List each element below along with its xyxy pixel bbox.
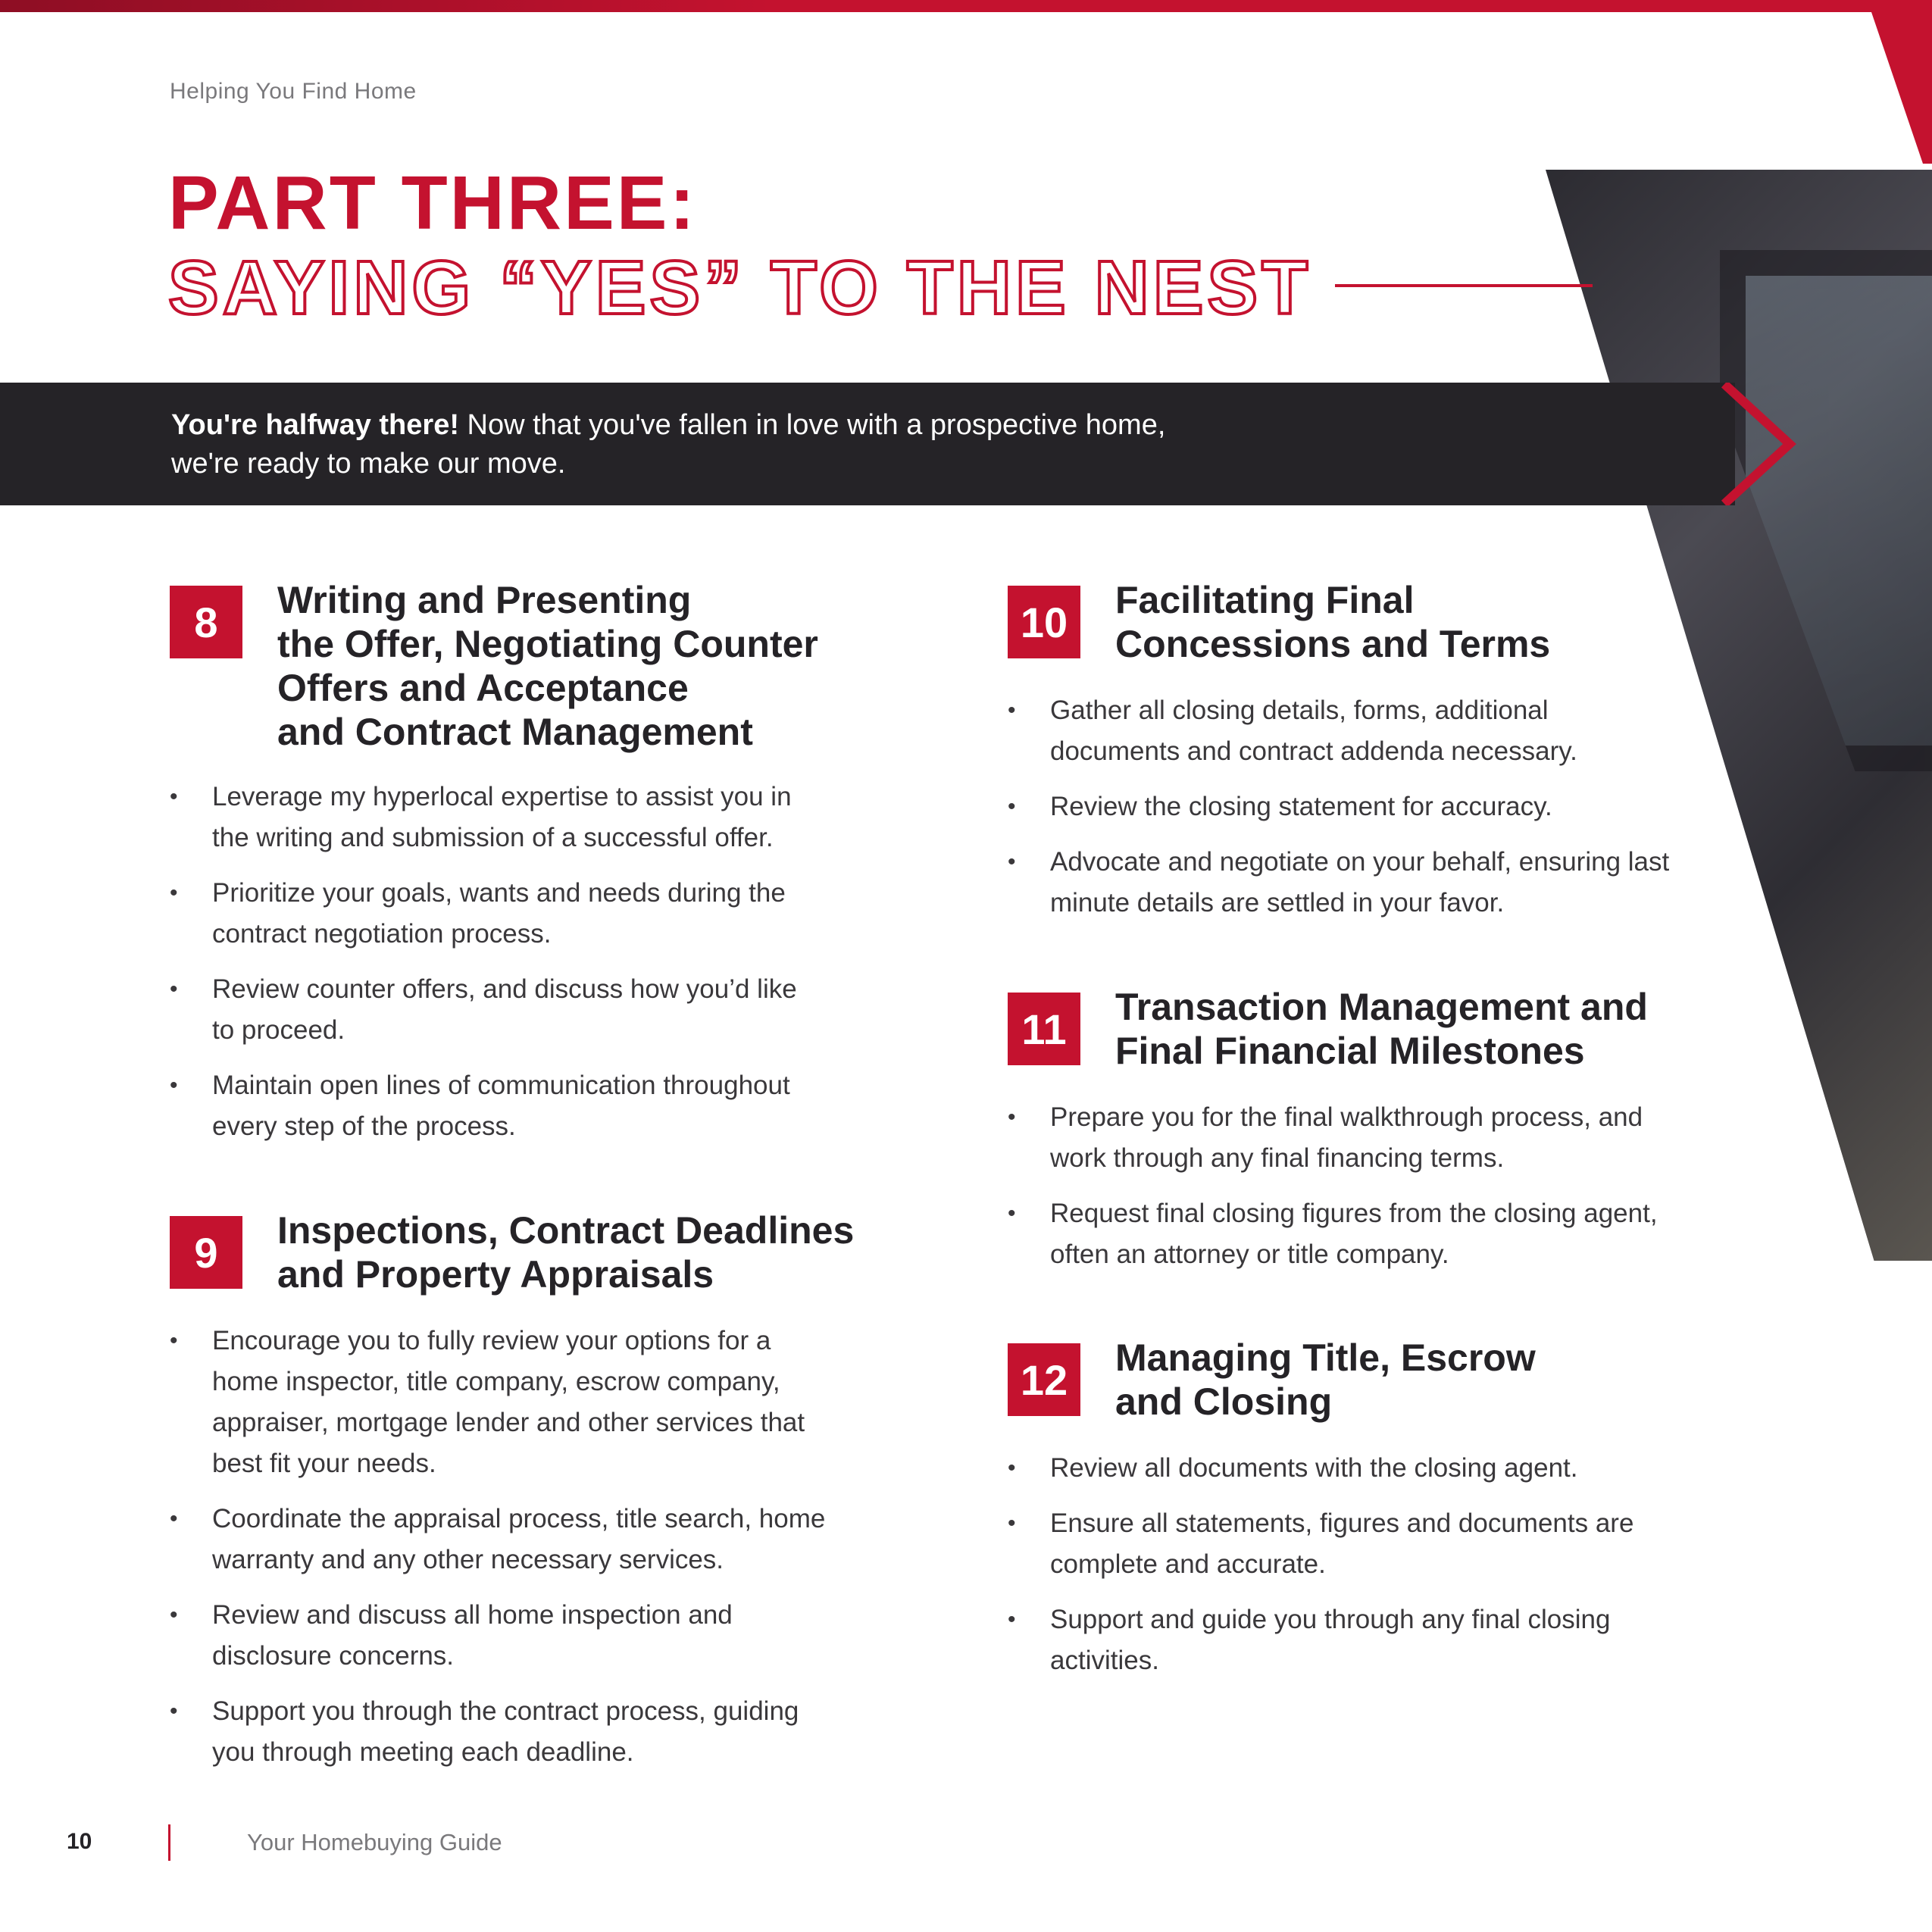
list-item: • Review and discuss all home inspection and disclosure concerns. [170, 1595, 927, 1677]
list-item: • Ensure all statements, figures and documents are complete and accurate. [1008, 1503, 1765, 1585]
intro-bold: You're halfway there! [171, 409, 459, 441]
bullet-list [1008, 1448, 1765, 1696]
chevron-right-icon [1720, 383, 1803, 505]
section-title: Facilitating Final Concessions and Terms [1115, 579, 1551, 665]
corner-accent-shape [1871, 12, 1932, 164]
intro-line2: we're ready to make our move. [171, 448, 566, 480]
list-item: • Support and guide you through any final closing activities. [1008, 1599, 1765, 1681]
part-subtitle: SAYING “YES” TO THE NEST [168, 245, 1312, 330]
list-item: • Advocate and negotiate on your behalf, ensuring last minute details are settled in your favor. [1008, 842, 1765, 924]
list-item: • Review counter offers, and discuss how you’d like to proceed. [170, 969, 927, 1051]
part-title: PART THREE: [168, 161, 697, 245]
footer-guide-title: Your Homebuying Guide [247, 1829, 502, 1855]
section-title: Transaction Management and Final Financial Milestones [1115, 986, 1648, 1072]
top-accent-bar [0, 0, 1932, 12]
list-item: • Coordinate the appraisal process, title search, home warranty and any other necessary services. [170, 1499, 927, 1580]
list-item: • Maintain open lines of communication throughout every step of the process. [170, 1065, 927, 1147]
list-item: • Review the closing statement for accuracy. [1008, 786, 1765, 827]
step-badge: 9 [170, 1216, 242, 1289]
step-badge: 12 [1008, 1343, 1080, 1416]
footer-divider [168, 1824, 170, 1861]
list-item: • Leverage my hyperlocal expertise to assist you in the writing and submission of a successful offer. [170, 777, 927, 858]
list-item: • Prepare you for the final walkthrough process, and work through any final financing terms. [1008, 1097, 1765, 1179]
list-item: • Prioritize your goals, wants and needs during the contract negotiation process. [170, 873, 927, 955]
list-item: • Encourage you to fully review your options for a home inspector, title company, escrow company, appraiser, mortgage lender and other services that best fit your needs. [170, 1321, 927, 1484]
page-number: 10 [67, 1829, 92, 1854]
header-kicker: Helping You Find Home [170, 79, 417, 104]
step-badge: 10 [1008, 586, 1080, 658]
bullet-list [170, 1321, 927, 1787]
list-item: • Request final closing figures from the closing agent, often an attorney or title company. [1008, 1193, 1765, 1275]
bullet-list [1008, 1097, 1765, 1290]
list-item: • Gather all closing details, forms, additional documents and contract addenda necessary. [1008, 690, 1765, 772]
section-title: Writing and Presenting the Offer, Negotiating Counter Offers and Acceptance and Contract Management [277, 579, 818, 753]
list-item: • Review all documents with the closing agent. [1008, 1448, 1765, 1489]
step-badge: 8 [170, 586, 242, 658]
list-item: • Support you through the contract process, guiding you through meeting each deadline. [170, 1691, 927, 1773]
bullet-list [1008, 690, 1765, 938]
intro-line1: Now that you've fallen in love with a prospective home, [458, 409, 1166, 441]
section-title: Inspections, Contract Deadlines and Property Appraisals [277, 1209, 855, 1296]
intro-text [171, 406, 1353, 483]
title-rule [1335, 284, 1593, 287]
bullet-list [170, 777, 927, 1161]
section-title: Managing Title, Escrow and Closing [1115, 1336, 1536, 1423]
step-badge: 11 [1008, 993, 1080, 1065]
